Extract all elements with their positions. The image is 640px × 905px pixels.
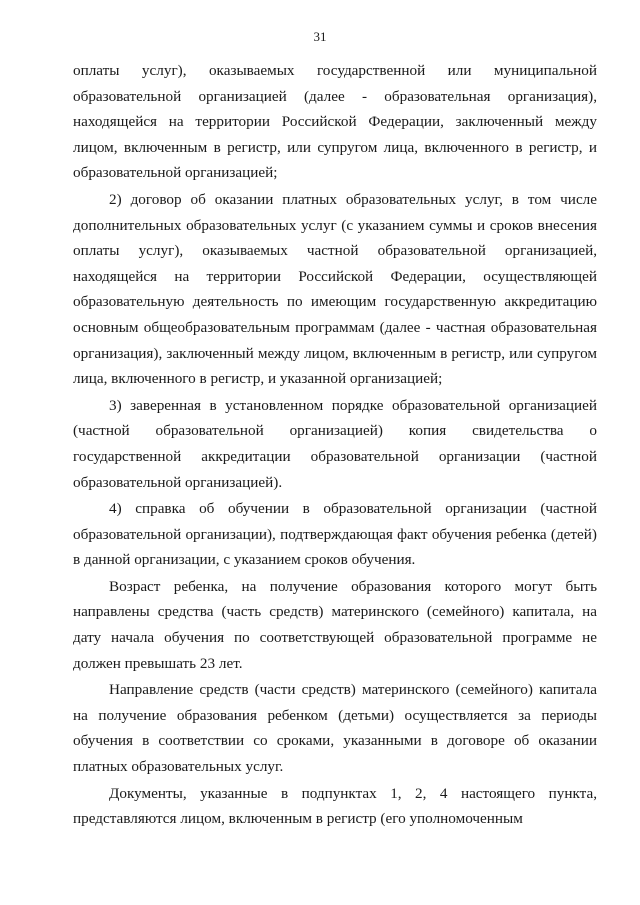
paragraph-funds-direction: Направление средств (части средств) материнского (семейного) капитала на получение образования ребенком (детьми) осуществляется за периоды обучения в соответствии со сроками, указанными в договоре об оказании платных образовательных услуг.	[73, 681, 597, 776]
page-number: 31	[313, 29, 327, 44]
paragraph-child-age: Возраст ребенка, на получение образования которого могут быть направлены средства (часть средств) материнского (семейного) капитала, на дату начала обучения по соответствующей образовательной программе не должен превышать 23 лет.	[73, 577, 597, 672]
paragraph-documents: Документы, указанные в подпунктах 1, 2, 4 настоящего пункта, представляются лицом, включенным в регистр (его уполномоченным	[73, 784, 597, 828]
paragraph-continuation: оплаты услуг), оказываемых государственной или муниципальной образовательной организацией (далее - образовательная организация), находящейся на территории Российской Федерации, заключенный между лицом, включенным в регистр, или супругом лица, включенного в регистр, и образовательной организацией;	[73, 62, 597, 182]
document-body	[73, 58, 597, 832]
paragraph-item-2: 2) договор об оказании платных образовательных услуг, в том числе дополнительных образовательных услуг (с указанием суммы и сроков внесения оплаты услуг), оказываемых частной образовательной организацией, находящейся на территории Российской Федерации, осуществляющей образовательную деятельность по имеющим государственную аккредитацию основным общеобразовательным программам (далее - частная образовательная организация), заключенный между лицом, включенным в регистр, или супругом лица, включенного в регистр, и указанной организацией;	[73, 190, 597, 388]
paragraph-item-4: 4) справка об обучении в образовательной организации (частной образовательной организации), подтверждающая факт обучения ребенка (детей) в данной организации, с указанием сроков обучения.	[73, 500, 597, 569]
paragraph-item-3: 3) заверенная в установленном порядке образовательной организацией (частной образовательной организацией) копия свидетельства о государственной аккредитации образовательной организации (частной образовательной организацией).	[73, 396, 597, 491]
